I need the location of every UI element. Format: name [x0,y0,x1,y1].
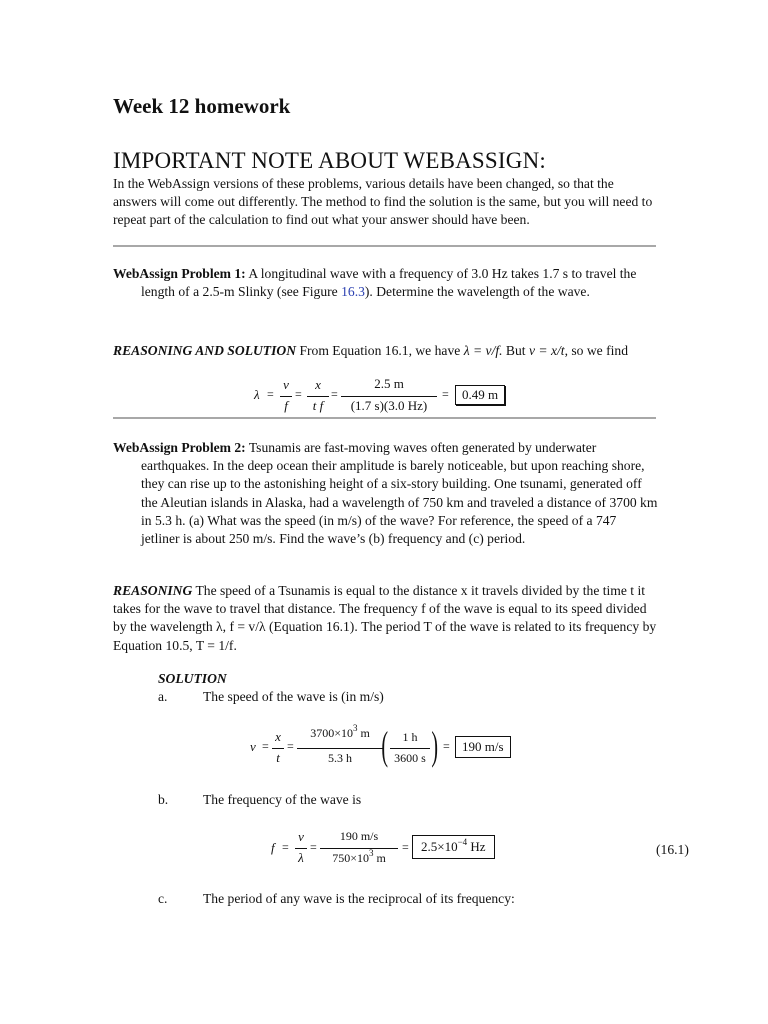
part-b-letter: b. [158,792,169,807]
problem1-label: WebAssign Problem 1: [113,266,246,281]
part-a-letter: a. [158,689,168,704]
eq-denominator: 5.3 h [328,751,352,765]
fraction-bar [390,748,430,749]
eq-denominator: t f [312,398,324,413]
fraction-bar [295,848,307,849]
eq-numerator: $3700\times 10^3$ m [310,723,370,740]
divider [113,245,656,247]
equation-number: (16.1) [656,842,689,857]
fraction-bar [307,396,329,397]
eq-symbol: λ [254,387,260,402]
reasoning-text: From Equation 16.1, we have [296,343,464,358]
right-paren: ) [431,723,438,768]
fraction-bar [297,748,383,749]
eq-numerator: 2.5 m [374,376,404,391]
fraction-bar [320,848,398,849]
eq-symbol: f [271,840,275,855]
reasoning-equation: v = x/t [528,343,565,358]
part-b-text: The frequency of the wave is [203,792,362,807]
page-title: Week 12 homework [113,94,291,118]
eq-sign: = [282,840,289,854]
eq-sign: = [442,387,449,401]
eq-denominator: $750\times 10^3$ m [332,848,386,865]
eq-numerator: 190 m/s [339,829,379,843]
fraction-bar [272,748,284,749]
eq-numerator: x [275,729,281,744]
eq-sign: = [287,739,294,753]
reasoning-text: , so we find [564,343,628,358]
answer-box: 190 m/s [455,736,511,758]
reasoning-text: The speed of a Tsunamis is equal to the distance x it travels divided by the time t it takes for the wave to travel that distance. The frequency f of the wave is equal to its speed divided by the wavelength λ, f = v/λ (Equation 16.1). The period T of the wave is related to its frequency by Equation 10.5, T = 1/f. [113,583,657,653]
eq-sign: = [295,387,302,401]
eq-symbol: v [250,739,256,754]
eq-numerator: v [283,377,289,392]
divider [113,417,656,419]
problem2-text: Tsunamis are fast-moving waves often generated by underwater earthquakes. In the deep ocean their amplitude is barely noticeable, but upon reaching shore, they can rise up to the astonishing height of a six-story building. One tsunami, generated off the Aleutian islands in Alaska, had a wavelength of 750 km and traveled a distance of 3700 km in 5.3 h. (a) What was the speed (in m/s) of the wave? For reference, the speed of a 747 jetliner is about 250 m/s. Find the wave’s (b) frequency and (c) period. [141,440,658,547]
problem1-text: A longitudinal wave with a frequency of 3.0 Hz takes 1.7 s to travel the length of a 2.5-m Slinky (see Figure [141,266,637,300]
fraction-bar [280,396,292,397]
eq-denominator: f [284,398,288,413]
eq-sign: = [262,739,269,753]
note-heading: IMPORTANT NOTE ABOUT WEBASSIGN: [113,148,546,173]
reasoning-solution-label: REASONING AND SOLUTION [113,343,297,358]
part-a-text: The speed of the wave is (in m/s) [203,689,384,704]
problem1-text-after: ). Determine the wavelength of the wave. [364,284,590,300]
eq-sign: = [267,387,274,401]
solution-label: SOLUTION [158,671,227,686]
reasoning-text: But [502,343,529,358]
figure-link[interactable]: 16.3 [341,284,365,300]
part-c-letter: c. [158,891,168,906]
eq-numerator: v [298,829,304,844]
eq-sign: = [331,387,338,401]
reasoning-equation: λ = v/f. [463,343,503,358]
problem2-statement [113,439,658,548]
reasoning-label: REASONING [113,583,193,598]
eq-sign: = [402,840,409,854]
eq-numerator: x [315,377,321,392]
answer-box: $2.5\times 10^{-4}$ Hz [412,835,495,859]
problem2-reasoning [113,582,658,655]
note-text: In the WebAssign versions of these problems, various details have been changed, so that the answers will come out differently. The method to find the solution is the same, but you will need to repeat part of the calculation to find out what your answer should have been. [113,176,653,228]
problem1-reasoning [113,342,658,360]
eq-denominator: 3600 s [394,751,426,765]
eq-denominator: t [276,750,280,765]
eq-denominator: (1.7 s)(3.0 Hz) [350,398,428,413]
problem2-label: WebAssign Problem 2: [113,440,246,455]
fraction-bar [341,396,437,397]
left-paren: ( [381,723,388,768]
eq-denominator: λ [298,850,304,865]
eq-sign: = [310,840,317,854]
part-c-text: The period of any wave is the reciprocal of its frequency: [203,891,515,906]
problem1-statement [113,265,658,301]
eq-sign: = [443,739,450,753]
answer-box: 0.49 m [455,385,505,405]
eq-numerator: 1 h [402,730,418,744]
